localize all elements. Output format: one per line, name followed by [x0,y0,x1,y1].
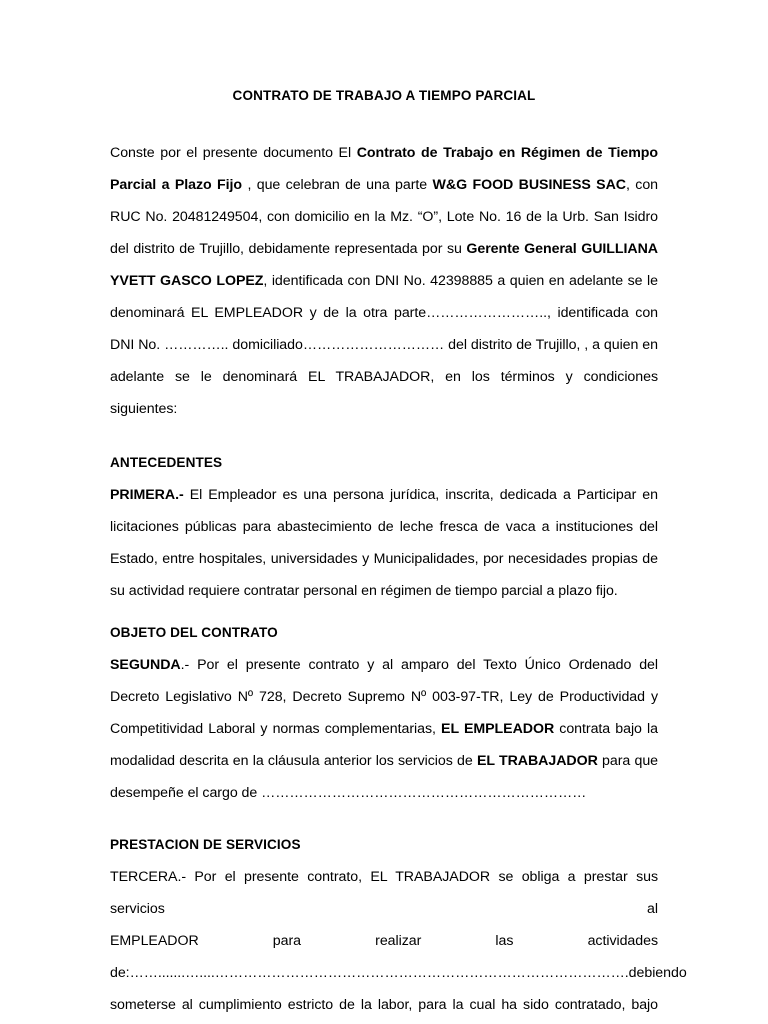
term-el-trabajador: EL TRABAJADOR [476,753,598,769]
heading-objeto-del-contrato: OBJETO DEL CONTRATO [110,625,278,640]
document-content [110,0,687,1021]
clause-body-segunda-1: .- Por el presente contrato y al amparo del Texto Único Ordenado del Decreto Legislativo Nº 728, Decreto Supremo Nº 003-97-TR, Ley de Productividad y Competitividad Laboral y normas complementarias, [110,657,658,737]
clause-label-primera: PRIMERA.- [110,487,184,503]
clause-body-segunda-2: contrata bajo la modalidad descrita en la cláusula anterior los servicios de [110,721,658,769]
heading-antecedentes: ANTECEDENTES [110,455,223,470]
clause-body-primera: El Empleador es una persona jurídica, inscrita, dedicada a Participar en licitaciones públicas para abastecimiento de leche fresca de vaca a instituciones del Estado, entre hospitales, universidades y Municipalidades, por necesidades propias de su actividad requiere contratar personal en régimen de tiempo parcial a plazo fijo. [110,487,658,599]
clause-tercera-line-2: EMPLEADOR para realizar las actividades [110,933,658,949]
spacer-objeto [110,607,658,617]
intro-representative: Gerente General GUILLIANA YVETT GASCO LOPEZ [110,241,658,289]
clause-tercera [110,861,687,1021]
intro-paragraph [110,104,658,425]
intro-text-2: , que celebran de una parte [242,177,433,193]
clause-label-segunda: SEGUNDA [110,657,181,673]
clause-segunda [110,649,658,809]
spacer-prestacion [110,809,658,829]
intro-text-3: , con RUC No. 20481249504, con domicilio en la Mz. “O”, Lote No. 16 de la Urb. San Isidro del distrito de Trujillo, debidamente representada por su [110,177,658,257]
spacer-antecedentes [110,425,658,447]
page-title: CONTRATO DE TRABAJO A TIEMPO PARCIAL [232,88,536,103]
clause-body-segunda-3: para que desempeñe el cargo de …………………………………………………………… [110,753,658,801]
clause-primera [110,479,658,607]
intro-contract-type: Contrato de Trabajo en Régimen de Tiempo Parcial a Plazo Fijo [110,145,658,193]
intro-text-1: Conste por el presente documento El [110,145,357,161]
clause-tercera-line-1: TERCERA.- Por el presente contrato, EL TRABAJADOR se obliga a prestar sus servicios al [110,869,658,917]
clause-tercera-line-4: someterse al cumplimiento estricto de la labor, para la cual ha sido contratado, bajo [110,997,658,1013]
intro-text-4: , identificada con DNI No. 42398885 a quien en adelante se le denominará EL EMPLEADOR y de la otra parte…………………….., identificada con DNI No. ………….. domiciliado………………………… del distrito de Trujillo, , a quien en adelante se le denominará EL TRABAJADOR, en los términos y condiciones siguientes: [110,273,658,417]
heading-prestacion-de-servicios: PRESTACION DE SERVICIOS [110,837,301,852]
term-el-empleador: EL EMPLEADOR [441,721,555,737]
clause-tercera-line-3: de:…….......…....…………………………………………………………………………….debiendo [110,965,687,981]
intro-company-name: W&G FOOD BUSINESS SAC [432,177,626,193]
